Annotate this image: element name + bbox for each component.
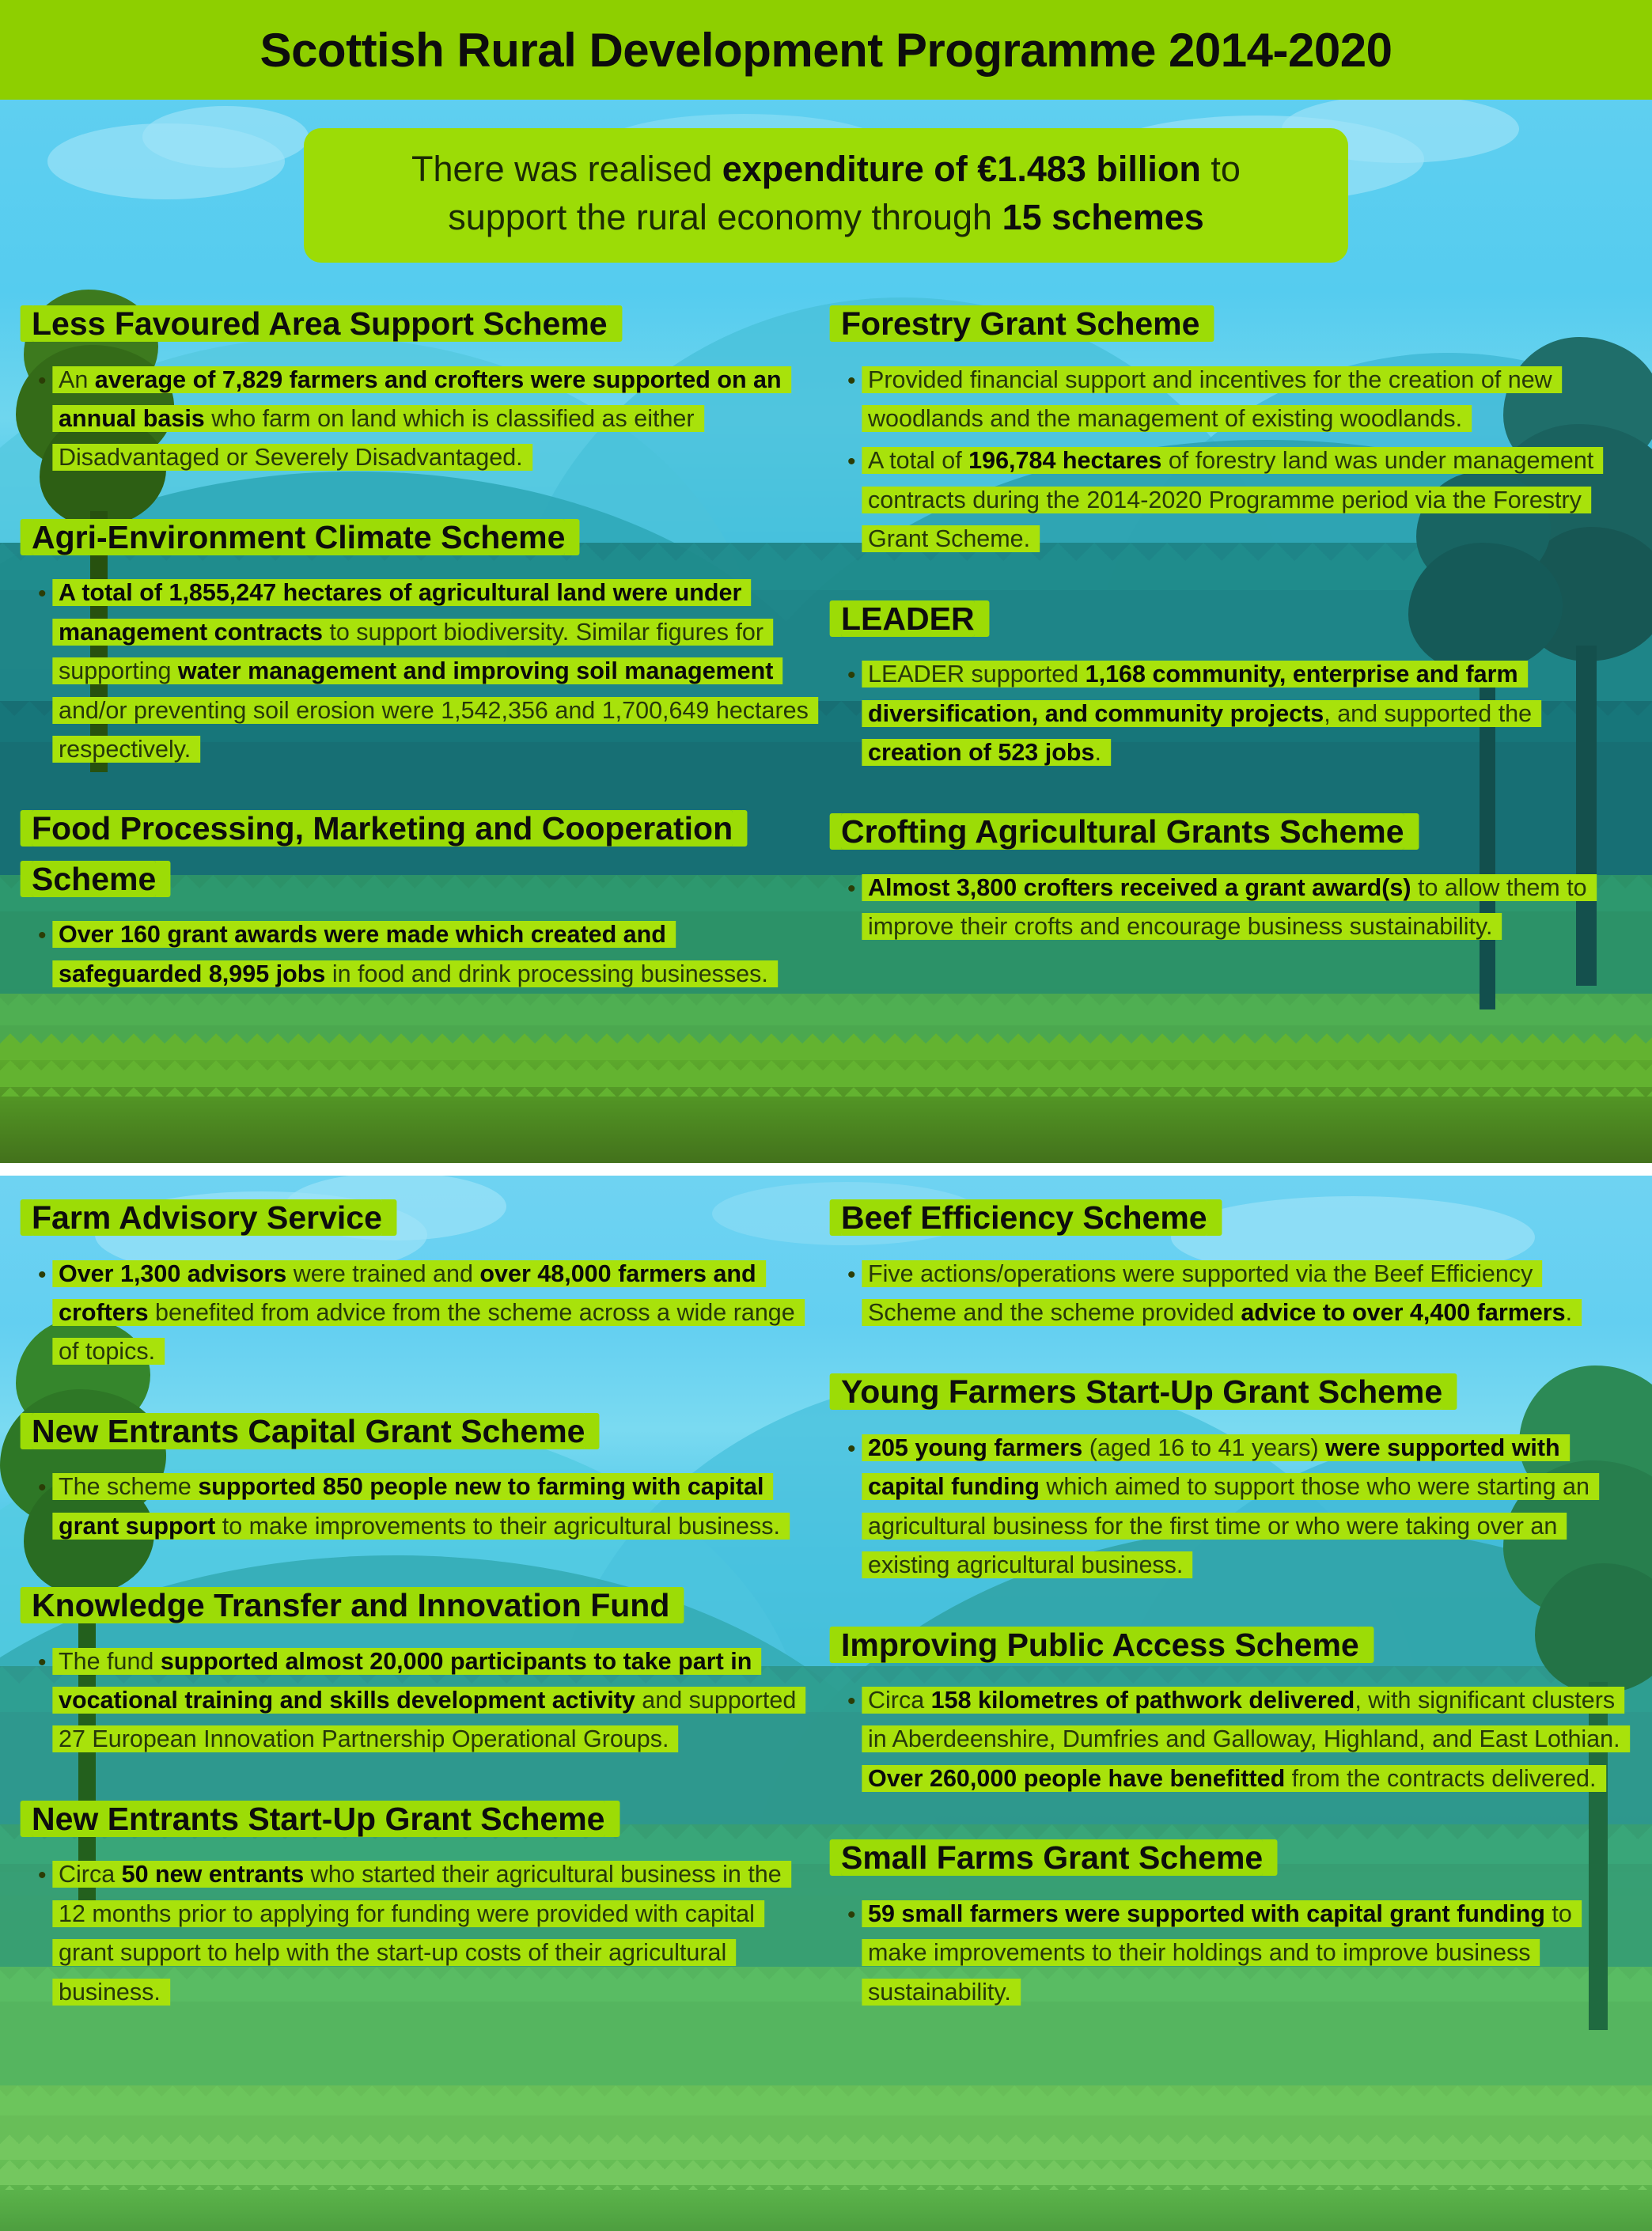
bullet-emphasis: average of 7,829 farmers and crofters were supported on an annual basis (59, 366, 782, 432)
scheme-bullet-text (59, 1260, 795, 1365)
scheme-bullet-item (841, 869, 1620, 947)
bullet-plain: (aged 16 to 41 years) (1082, 1434, 1326, 1461)
bullet-emphasis: 158 kilometres of pathwork delivered (930, 1687, 1355, 1714)
scheme-bullet-list (32, 1468, 811, 1546)
intro-line2-bold: 15 schemes (1002, 196, 1204, 237)
bullet-plain: of forestry land was under management contracts during the 2014-2020 Programme period via the Forestry Grant Scheme. (868, 447, 1594, 553)
page-title: Scottish Rural Development Programme 2014-2020 (260, 23, 1392, 77)
scheme-title: Agri-Environment Climate Scheme (32, 518, 566, 555)
scheme-card (32, 1193, 811, 1375)
bullet-plain: Circa (868, 1687, 931, 1714)
intro-line-2 (335, 194, 1317, 242)
scheme-title-wrap (841, 299, 1620, 350)
panel-bottom (0, 1176, 1652, 2231)
bullet-plain: Five actions/operations were supported via the Beef Efficiency Scheme and the scheme provided (868, 1259, 1533, 1326)
scheme-bullet-item (32, 1468, 811, 1546)
scheme-bullet-list (841, 869, 1620, 947)
scheme-bullet-list (841, 1255, 1620, 1333)
scheme-bullet-item (32, 1255, 811, 1372)
scheme-bullet-item (32, 1855, 811, 2012)
bullet-emphasis: were supported with capital funding (868, 1434, 1560, 1501)
scheme-bullet-text (59, 579, 809, 763)
scheme-bullet-list (32, 1255, 811, 1372)
bullet-emphasis: creation of 523 jobs (868, 738, 1095, 766)
intro-banner (304, 128, 1348, 263)
scheme-bullet-item (841, 655, 1620, 772)
scheme-bullet-text (868, 366, 1552, 432)
scheme-bullet-list (841, 1895, 1620, 2012)
bullet-emphasis: Almost 3,800 crofters received a grant award(s) (868, 873, 1411, 901)
bullet-emphasis: Over 1,300 advisors (59, 1259, 287, 1287)
scheme-bullet-item (32, 915, 811, 994)
bullet-emphasis: supported almost 20,000 participants to take part in vocational training and skills development activity (59, 1647, 752, 1714)
scheme-title: Forestry Grant Scheme (841, 305, 1200, 342)
bullet-plain: The fund (59, 1647, 161, 1675)
bullet-plain: to make improvements to their holdings and to improve business sustainability. (868, 1900, 1572, 2006)
bullet-plain: who started their agricultural business in the 12 months prior to applying for funding were provided with capital grant support to help with the start-up costs of their agricultural business. (59, 1861, 782, 2006)
scheme-bullet-text (59, 1861, 782, 2005)
scheme-title-wrap (841, 594, 1620, 645)
bullet-plain: and supported 27 European Innovation Partnership Operational Groups. (59, 1687, 797, 1753)
scheme-card (841, 1620, 1620, 1802)
scheme-title-wrap (841, 1193, 1620, 1244)
bullet-emphasis: Over 160 grant awards were made which created and safeguarded 8,995 jobs (59, 921, 666, 987)
scheme-bullet-item (841, 1681, 1620, 1798)
bullet-plain: which aimed to support those who were starting an agricultural business for the first time or who were taking over an existing agricultural business. (868, 1473, 1589, 1579)
scheme-title: Improving Public Access Scheme (841, 1626, 1359, 1663)
scheme-bullet-list (841, 361, 1620, 559)
scheme-card (32, 1407, 811, 1549)
scheme-card (841, 1833, 1620, 2015)
scheme-bullet-list (32, 1642, 811, 1759)
bullet-emphasis: over 48,000 farmers and crofters (59, 1259, 756, 1326)
scheme-bullet-text (868, 661, 1532, 766)
scheme-card (841, 299, 1620, 562)
scheme-title-wrap (841, 807, 1620, 858)
scheme-bullet-list (841, 655, 1620, 772)
scheme-card (32, 299, 811, 481)
top-right-column (841, 299, 1620, 1163)
bullet-plain: from the contracts delivered. (1285, 1764, 1597, 1792)
bullet-plain: . (1565, 1298, 1573, 1326)
scheme-title-wrap (32, 1794, 811, 1845)
scheme-title: Knowledge Transfer and Innovation Fund (32, 1587, 670, 1624)
scheme-bullet-item (841, 1895, 1620, 2012)
bullet-plain: , and supported the (1324, 699, 1533, 727)
scheme-card (32, 1794, 811, 2015)
bullet-plain: to allow them to improve their crofts and encourage business sustainability. (868, 873, 1587, 941)
scheme-title: Beef Efficiency Scheme (841, 1199, 1207, 1236)
bullet-plain: Circa (59, 1861, 122, 1888)
scheme-card (841, 807, 1620, 949)
scheme-card (841, 594, 1620, 776)
bottom-left-column (32, 1193, 811, 2231)
bottom-right-column (841, 1193, 1620, 2231)
scheme-bullet-text (868, 1900, 1572, 2006)
bullet-emphasis: 205 young farmers (868, 1434, 1083, 1461)
bullet-emphasis: supported 850 people new to farming with capital grant support (59, 1473, 764, 1540)
bullet-plain: were trained and (286, 1259, 480, 1287)
scheme-title-wrap (841, 1833, 1620, 1884)
panel-divider (0, 1163, 1652, 1176)
scheme-title-wrap (32, 804, 811, 904)
scheme-bullet-text (868, 447, 1593, 552)
scheme-title: Farm Advisory Service (32, 1199, 382, 1236)
scheme-bullet-text (59, 1648, 796, 1753)
scheme-title: New Entrants Capital Grant Scheme (32, 1412, 585, 1449)
scheme-bullet-item (841, 441, 1620, 559)
panel-top (0, 100, 1652, 1163)
scheme-card (841, 1367, 1620, 1588)
scheme-bullet-item (841, 1429, 1620, 1585)
scheme-title-wrap (32, 1193, 811, 1244)
scheme-bullet-text (868, 874, 1587, 940)
scheme-title-wrap (32, 299, 811, 350)
bullet-emphasis: 59 small farmers were supported with capital grant funding (868, 1900, 1545, 1927)
bullet-plain: , with significant clusters in Aberdeenshire, Dumfries and Galloway, Highland, and East Lothian. (868, 1687, 1620, 1753)
scheme-card (32, 804, 811, 997)
bullet-plain: Provided financial support and incentives for the creation of new woodlands and the management of existing woodlands. (868, 366, 1552, 432)
top-left-column (32, 299, 811, 1163)
intro-line1-pre: There was realised (411, 149, 722, 189)
scheme-title: LEADER (841, 600, 975, 637)
scheme-bullet-item (32, 361, 811, 478)
intro-line2-pre: support the rural economy through (448, 196, 1002, 237)
scheme-bullet-list (841, 1429, 1620, 1585)
scheme-title: New Entrants Start-Up Grant Scheme (32, 1800, 605, 1837)
scheme-title: Crofting Agricultural Grants Scheme (841, 813, 1404, 850)
bullet-emphasis: Over 260,000 people have benefitted (868, 1764, 1286, 1792)
scheme-title: Small Farms Grant Scheme (841, 1839, 1264, 1877)
bullet-emphasis: advice to over 4,400 farmers (1241, 1298, 1566, 1326)
scheme-bullet-list (32, 574, 811, 769)
scheme-card (32, 1581, 811, 1763)
intro-line1-post: to (1200, 149, 1241, 189)
scheme-bullet-text (868, 1434, 1589, 1578)
bullet-emphasis: 50 new entrants (121, 1861, 305, 1888)
bullet-plain: The scheme (59, 1473, 199, 1501)
bullet-emphasis: 196,784 hectares (968, 447, 1162, 475)
scheme-bullet-list (32, 361, 811, 478)
bullet-plain: to make improvements to their agricultural business. (215, 1512, 780, 1540)
bullet-plain: An (59, 366, 95, 393)
header-band (0, 0, 1652, 100)
scheme-bullet-text (59, 1473, 780, 1539)
scheme-bullet-text (868, 1260, 1572, 1326)
scheme-card (841, 1193, 1620, 1335)
scheme-bullet-list (32, 915, 811, 994)
bullet-emphasis: 1,168 community, enterprise and farm diversification, and community projects (868, 661, 1518, 727)
scheme-title: Young Farmers Start-Up Grant Scheme (841, 1373, 1443, 1411)
intro-line1-bold: expenditure of €1.483 billion (722, 149, 1201, 189)
bullet-emphasis: A total of 1,855,247 hectares of agricultural land were under management contracts (59, 579, 742, 646)
scheme-bullet-text (868, 1687, 1620, 1792)
scheme-bullet-item (841, 361, 1620, 439)
bullet-plain: A total of (868, 447, 969, 475)
bullet-plain: to support biodiversity. Similar figures for supporting (59, 618, 764, 685)
scheme-title: Less Favoured Area Support Scheme (32, 305, 608, 342)
scheme-title-wrap (841, 1620, 1620, 1671)
bullet-plain: . (1094, 738, 1101, 766)
scheme-title: Food Processing, Marketing and Cooperation Scheme (32, 810, 733, 897)
scheme-bullet-list (841, 1681, 1620, 1798)
scheme-title-wrap (841, 1367, 1620, 1418)
scheme-title-wrap (32, 1581, 811, 1631)
scheme-bullet-item (32, 574, 811, 769)
bullet-emphasis: water management and improving soil management (177, 657, 774, 685)
scheme-title-wrap (32, 513, 811, 563)
scheme-bullet-text (59, 366, 782, 472)
scheme-bullet-list (32, 1855, 811, 2012)
bullet-plain: who farm on land which is classified as either Disadvantaged or Severely Disadvantaged. (59, 404, 695, 472)
bullet-plain: in food and drink processing businesses. (325, 960, 768, 987)
scheme-card (32, 513, 811, 773)
intro-line-1 (335, 146, 1317, 194)
scheme-bullet-text (59, 921, 768, 987)
bullet-plain: and/or preventing soil erosion were 1,542,356 and 1,700,649 hectares respectively. (59, 696, 809, 763)
bullet-plain: benefited from advice from the scheme across a wide range of topics. (59, 1298, 795, 1365)
scheme-bullet-item (841, 1255, 1620, 1333)
bullet-plain: LEADER supported (868, 661, 1086, 688)
scheme-bullet-item (32, 1642, 811, 1759)
scheme-title-wrap (32, 1407, 811, 1457)
